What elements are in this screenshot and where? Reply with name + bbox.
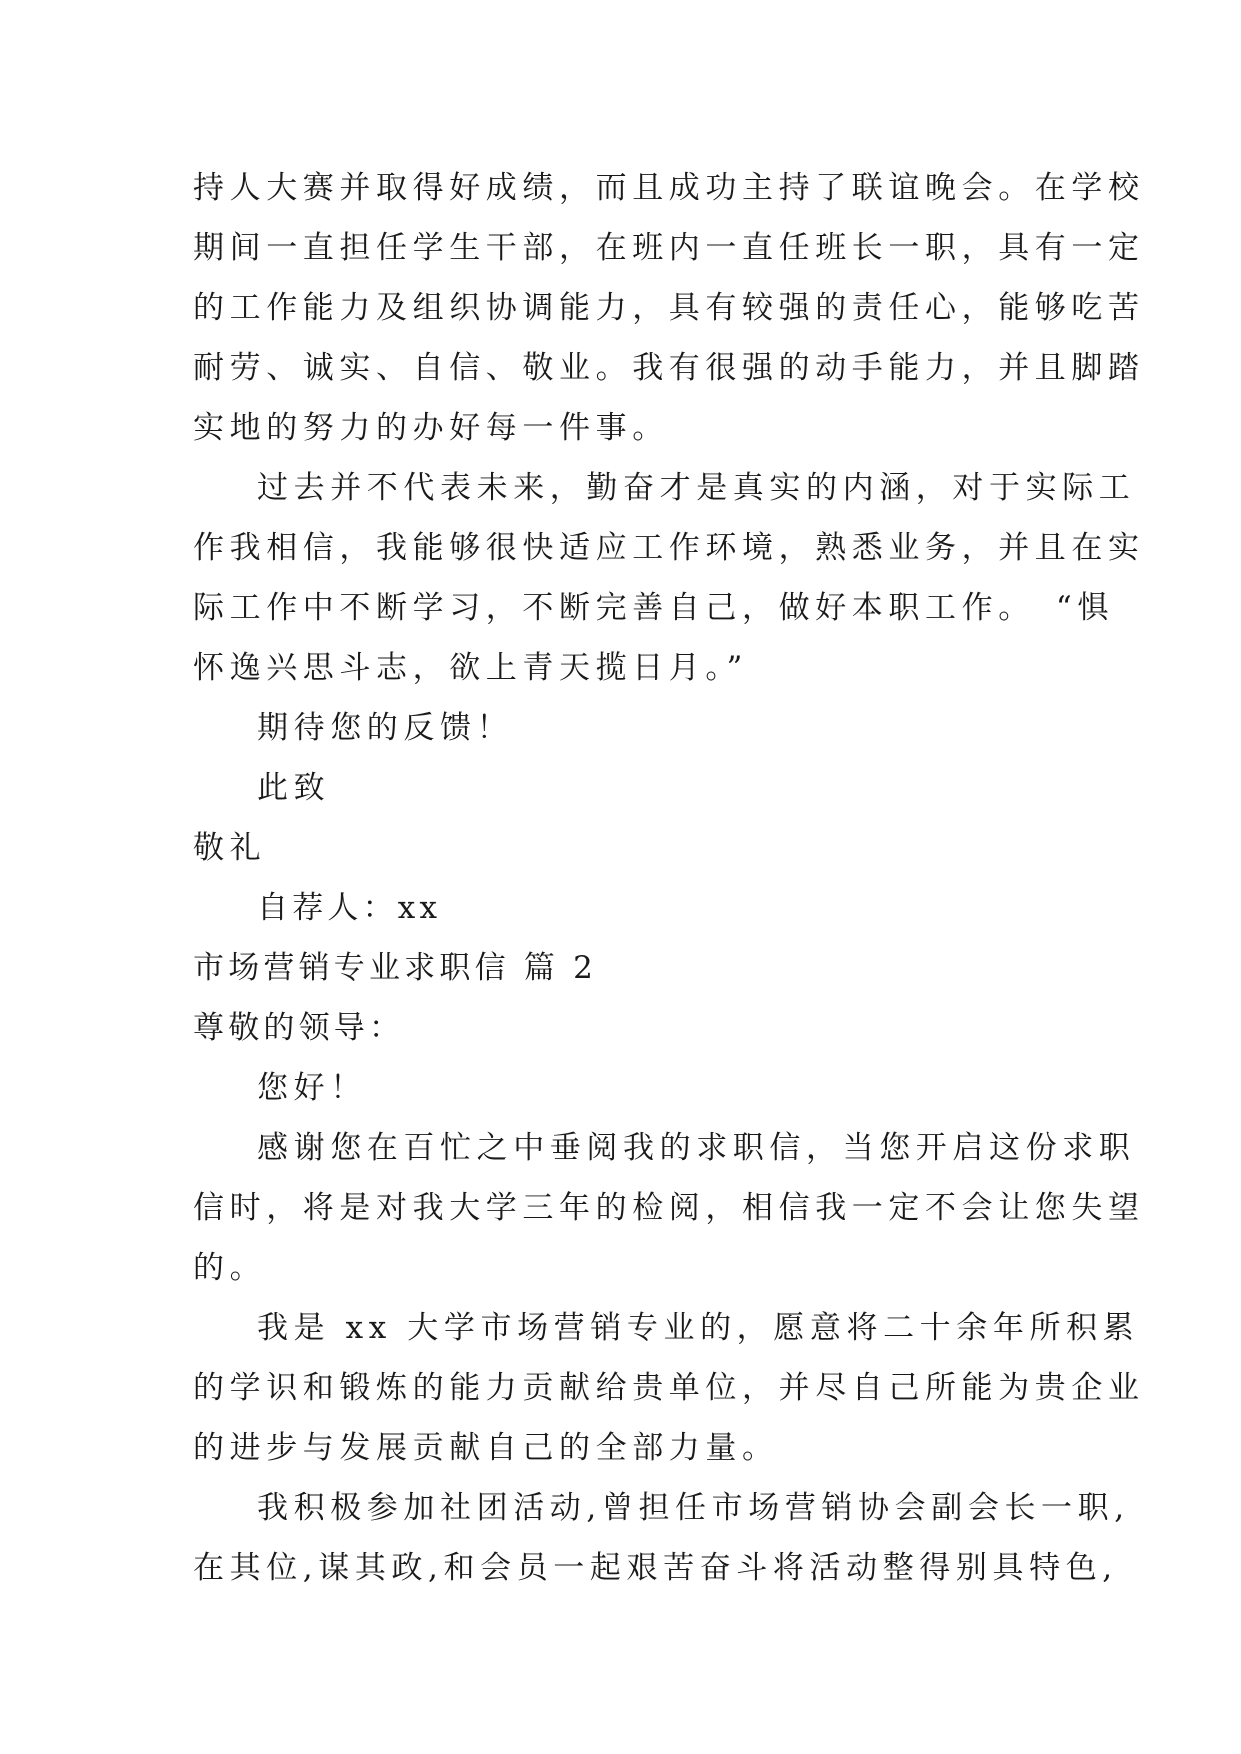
paragraph-line: 的进步与发展贡献自己的全部力量。 xyxy=(193,1430,779,1466)
paragraph-line: 的。 xyxy=(193,1250,267,1286)
paragraph-line: 我是 xx 大学市场营销专业的，愿意将二十余年所积累 xyxy=(257,1310,1140,1346)
closing-line: 敬礼 xyxy=(193,830,267,866)
closing-line: 期待您的反馈！ xyxy=(257,710,514,746)
paragraph-line: 过去并不代表未来，勤奋才是真实的内涵，对于实际工 xyxy=(257,470,1136,506)
paragraph-line: 的学识和锻炼的能力贡献给贵单位，并尽自己所能为贵企业 xyxy=(193,1370,1145,1406)
greeting: 您好！ xyxy=(257,1070,367,1106)
paragraph-line: 感谢您在百忙之中垂阅我的求职信，当您开启这份求职 xyxy=(257,1130,1136,1166)
salutation: 尊敬的领导： xyxy=(193,1010,405,1046)
paragraph-line: 信时，将是对我大学三年的检阅，相信我一定不会让您失望 xyxy=(193,1190,1145,1226)
paragraph-line: 我积极参加社团活动,曾担任市场营销协会副会长一职, xyxy=(257,1490,1130,1526)
paragraph-line: 耐劳、诚实、自信、敬业。我有很强的动手能力，并且脚踏 xyxy=(193,350,1145,386)
paragraph-line: 际工作中不断学习，不断完善自己，做好本职工作。 “惧 xyxy=(193,590,1114,626)
letter-body xyxy=(193,158,1145,1598)
paragraph-line: 作我相信，我能够很快适应工作环境，熟悉业务，并且在实 xyxy=(193,530,1145,566)
section-title: 市场营销专业求职信 篇 2 xyxy=(193,950,598,986)
paragraph-line: 怀逸兴思斗志，欲上青天揽日月。” xyxy=(193,650,748,686)
paragraph-line: 实地的努力的办好每一件事。 xyxy=(193,410,669,446)
closing-line: 此致 xyxy=(257,770,331,806)
paragraph-line: 的工作能力及组织协调能力，具有较强的责任心，能够吃苦 xyxy=(193,290,1145,326)
paragraph-line: 持人大赛并取得好成绩，而且成功主持了联谊晚会。在学校 xyxy=(193,170,1145,206)
paragraph-line: 在其位,谋其政,和会员一起艰苦奋斗将活动整得别具特色, xyxy=(193,1550,1118,1586)
paragraph-line: 期间一直担任学生干部，在班内一直任班长一职，具有一定 xyxy=(193,230,1145,266)
signature: 自荐人：xx xyxy=(257,890,442,926)
